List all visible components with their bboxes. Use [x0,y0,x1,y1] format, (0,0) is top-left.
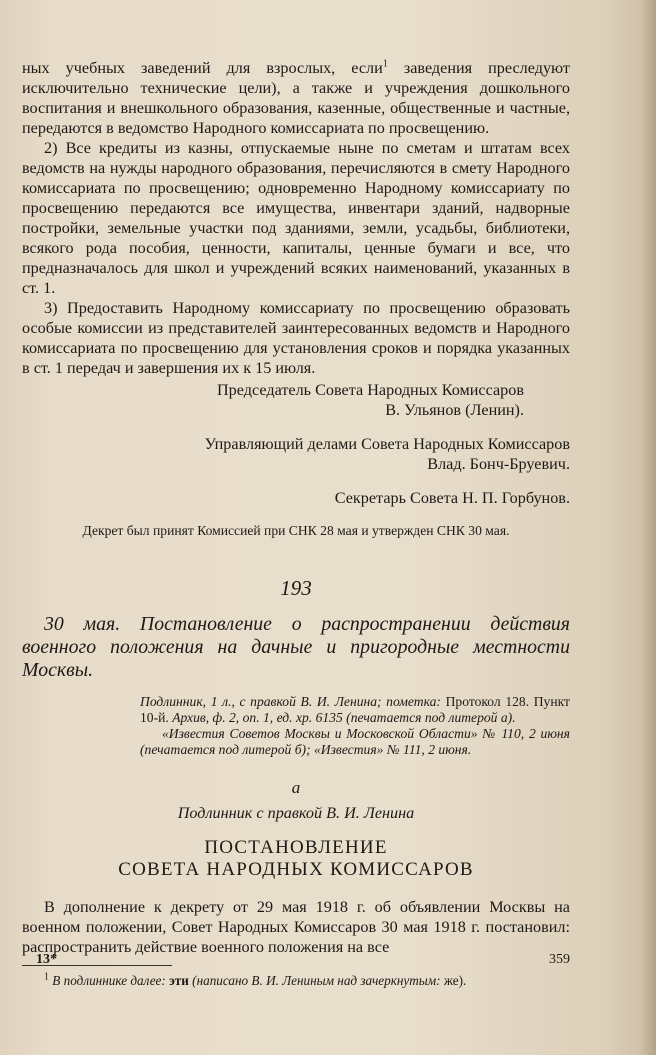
resolution-heading [22,837,570,881]
footnote-marker: 1 [44,971,49,983]
source-references [140,694,570,758]
secretary-line: Секретарь Совета Н. П. Горбунов. [334,489,570,507]
document-title: 30 мая. Постановление о распространении действия военного положения на дачные и пригородные местности Москвы. [22,613,570,681]
text-column [22,58,570,989]
signature-secretary [22,488,570,508]
paragraph-3: 3) Предоставить Народному комиссариату по просвещению образовать особые комиссии из представителей заинтересованных ведомств и Народного комиссариата по просвещению для установления сроков и порядка указанных в ст. 1 передач и завершения их к 15 июля. [22,299,570,377]
variant-letter: а [291,778,301,797]
source-1-italic: Подлинник, 1 л., с правкой В. И. Ленина; пометка: [140,694,441,709]
signature-manager [22,434,570,474]
paragraph-continuation [22,58,570,138]
variant-subhead: Подлинник с правкой В. И. Ленина [177,804,415,822]
manager-title: Управляющий делами Совета Народных Комиссаров [204,435,570,453]
page-number: 359 [549,952,570,967]
footnote-plain: эти [165,973,193,988]
footnote-italic-1: В подлиннике далее: [52,973,166,988]
decree-note: Декрет был принят Комиссией при СНК 28 мая и утвержден СНК 30 мая. [82,523,510,538]
document-number: 193 [280,576,312,600]
footnote-italic-2: (написано В. И. Лениным над зачеркнутым: [192,973,441,988]
manager-name: Влад. Бонч-Бруевич. [427,455,570,473]
source-1 [140,694,570,726]
chair-title: Председатель Совета Народных Комиссаров [216,381,524,399]
heading-line-1: ПОСТАНОВЛЕНИЕ [204,837,388,858]
footnote-reference: 1 [382,58,388,70]
footnote-plain-2: же). [440,973,467,988]
paragraph-continuation-rest: заведения преследуют исключительно технические цели), а также и учреждения дошкольного воспитания и внешкольного образования, казенные, общественные и частные, передаются в ведомство Народного комиссариата по просвещению. [22,59,570,137]
source-2: «Известия Советов Москвы и Московской Области» № 110, 2 июня (печатается под литерой б); «Известия» № 111, 2 июня. [140,726,570,757]
source-1-italic-2: Архив, ф. 2, оп. 1, ед. хр. 6135 (печатается под литерой а). [172,710,516,725]
paragraph-continuation-text: ных учебных заведений для взрослых, если [22,59,383,77]
source-1-plain: Протокол 128. Пункт 10-й. [140,694,570,725]
paragraph-2: 2) Все кредиты из казны, отпускаемые ныне по сметам и штатам всех ведомств на нужды народного образования, перечисляются в смету Народного комиссариата по просвещению; одновременно Народному комиссариату по просвещению передаются все имущества, инвентари зданий, надворные постройки, земельные участки под зданиями, земли, усадьбы, библиотеки, всякого рода пособия, ценности, капиталы, ценные бумаги и все, что предназначалось для школ и учреждений всяких наименований, указанных в ст. 1. [22,139,570,297]
resolution-body: В дополнение к декрету от 29 мая 1918 г. об объявлении Москвы на военном положении, Совет Народных Комиссаров 30 мая 1918 г. постановил: распространить действие военного положения на все [22,898,570,956]
signature-chair [22,380,570,420]
signature-mark: 13* [36,952,57,967]
chair-name: В. Ульянов (Ленин). [385,401,524,419]
heading-line-2: СОВЕТА НАРОДНЫХ КОМИССАРОВ [118,859,474,880]
footnote [22,972,570,989]
